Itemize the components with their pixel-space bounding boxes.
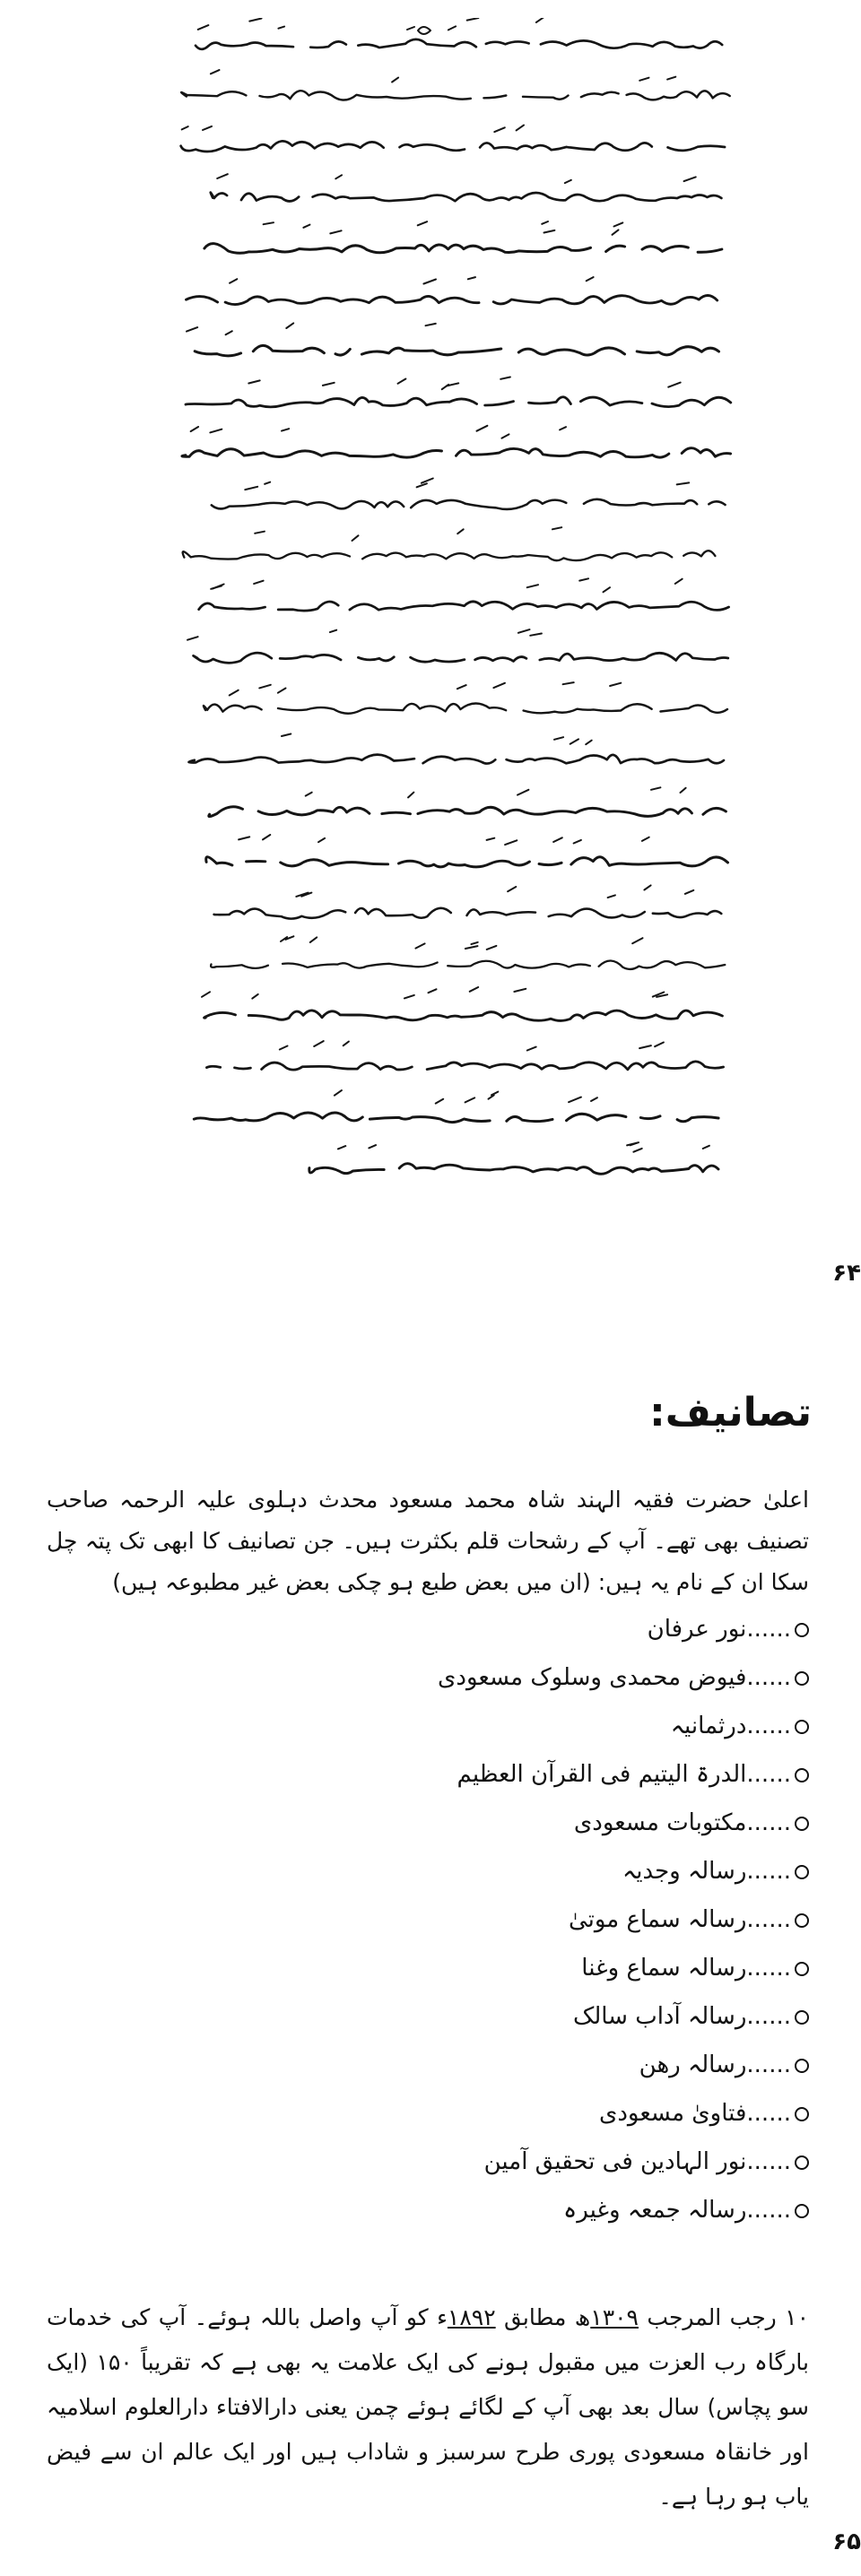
handwritten-stroke: [614, 222, 623, 226]
bullet-icon: [795, 1720, 809, 1734]
handwritten-line: [206, 1062, 723, 1070]
work-item: [343, 1895, 809, 1944]
handwritten-stroke: [254, 581, 264, 584]
bullet-icon: [795, 1913, 809, 1928]
handwritten-line: [182, 448, 731, 457]
section-heading: تصانیف:: [649, 1390, 812, 1435]
handwritten-stroke: [330, 230, 341, 233]
leader-dots: ......: [746, 1616, 791, 1643]
handwritten-stroke: [491, 1092, 498, 1096]
handwritten-line: [181, 91, 730, 100]
handwritten-stroke: [310, 937, 317, 942]
handwritten-stroke: [448, 26, 456, 30]
handwritten-stroke: [198, 25, 209, 30]
handwritten-stroke: [423, 280, 436, 284]
handwritten-stroke: [239, 837, 249, 839]
handwritten-stroke: [613, 230, 619, 234]
handwritten-stroke: [210, 429, 222, 433]
handwritten-stroke: [536, 18, 544, 22]
handwritten-stroke: [685, 890, 694, 894]
printed-page: [0, 1318, 861, 2576]
leader-dots: ......: [746, 1955, 791, 1982]
leader-dots: ......: [746, 2100, 791, 2127]
handwritten-stroke: [563, 682, 574, 684]
handwritten-stroke: [265, 482, 270, 484]
leader-dots: ......: [746, 2051, 791, 2078]
leader-dots: ......: [746, 2003, 791, 2030]
handwritten-line: [204, 244, 722, 254]
handwritten-stroke: [633, 1149, 641, 1152]
handwritten-stroke: [501, 434, 509, 438]
page-number-lower: ۶۵: [832, 2528, 861, 2555]
handwritten-stroke: [245, 487, 257, 490]
handwritten-stroke: [639, 1045, 651, 1048]
handwritten-stroke: [542, 221, 548, 224]
handwritten-stroke: [591, 1097, 597, 1101]
handwritten-stroke: [632, 938, 642, 943]
handwritten-line: [199, 602, 729, 611]
handwritten-stroke: [574, 840, 581, 844]
handwritten-stroke: [344, 1042, 349, 1046]
handwritten-line: [209, 807, 726, 817]
handwritten-stroke: [668, 383, 681, 387]
handwritten-stroke: [517, 126, 524, 131]
closing-paragraph: [47, 2295, 809, 2520]
leader-dots: ......: [746, 1906, 791, 1933]
handwritten-line: [187, 296, 718, 305]
handwritten-stroke: [259, 685, 271, 689]
handwritten-line: [194, 653, 728, 663]
closing-lead: ۱۰ رجب المرجب: [638, 2304, 809, 2330]
handwritten-line: [189, 755, 724, 764]
handwritten-line: [183, 551, 716, 560]
handwritten-stroke: [442, 385, 448, 389]
handwritten-stroke: [631, 1143, 638, 1146]
handwritten-stroke: [494, 127, 505, 132]
handwritten-stroke: [252, 994, 257, 999]
work-title: نور الہادین فی تحقیق آمین: [483, 2148, 747, 2175]
handwritten-stroke: [560, 427, 566, 429]
work-item: [343, 1702, 809, 1750]
handwritten-stroke: [429, 989, 437, 993]
handwritten-stroke: [255, 532, 265, 533]
work-item: [343, 2089, 809, 2138]
handwritten-line: [196, 39, 722, 49]
handwritten-stroke: [203, 126, 212, 130]
bullet-icon: [795, 1671, 809, 1686]
handwritten-stroke: [468, 277, 475, 279]
work-title: رسالہ سماع موتیٰ: [568, 1906, 747, 1933]
handwritten-stroke: [226, 331, 232, 334]
handwritten-stroke: [191, 427, 199, 431]
work-title: رسالہ سماع وغنا: [581, 1955, 747, 1982]
work-title: فتاویٰ مسعودی: [599, 2100, 747, 2127]
handwritten-line: [181, 141, 726, 152]
gregorian-year: ۱۸۹۲: [447, 2304, 496, 2330]
work-title: نور عرفان: [647, 1616, 747, 1643]
handwritten-stroke: [467, 18, 479, 21]
handwritten-header-mark: [407, 27, 430, 34]
hijri-year: ۱۳۰۹: [590, 2304, 639, 2330]
handwritten-stroke: [369, 1145, 376, 1148]
handwritten-line: [211, 960, 725, 968]
handwritten-stroke: [404, 995, 414, 999]
handwritten-stroke: [318, 838, 325, 842]
handwritten-stroke: [527, 1047, 536, 1051]
handwritten-stroke: [684, 177, 696, 181]
works-list: [343, 1605, 809, 2234]
handwritten-stroke: [639, 78, 648, 81]
closing-mid: ھ مطابق: [495, 2304, 591, 2330]
handwritten-stroke: [477, 426, 488, 431]
work-item: [343, 2138, 809, 2186]
handwritten-stroke: [278, 689, 286, 693]
handwritten-line: [186, 397, 731, 407]
leader-dots: ......: [746, 1761, 791, 1788]
handwritten-stroke: [508, 887, 516, 891]
handwritten-stroke: [230, 279, 237, 283]
handwritten-stroke: [417, 483, 427, 487]
work-item: [343, 1847, 809, 1895]
handwritten-stroke: [517, 790, 528, 795]
handwritten-stroke: [675, 579, 683, 584]
handwritten-stroke: [248, 380, 259, 383]
page-number-upper: ۶۴: [832, 1260, 861, 1287]
handwritten-stroke: [465, 946, 478, 949]
handwritten-stroke: [493, 683, 505, 688]
leader-dots: ......: [746, 2197, 791, 2224]
bullet-icon: [795, 1817, 809, 1831]
work-item: [343, 1605, 809, 1653]
handwritten-stroke: [471, 942, 477, 944]
handwritten-stroke: [554, 737, 563, 740]
handwritten-line: [211, 193, 722, 202]
handwritten-stroke: [335, 175, 342, 178]
handwritten-stroke: [415, 943, 424, 948]
handwritten-stroke: [330, 630, 336, 632]
work-item: [343, 1944, 809, 1992]
work-item: [343, 1992, 809, 2041]
work-item: [343, 1799, 809, 1847]
handwritten-stroke: [338, 1146, 345, 1149]
handwritten-line: [309, 1164, 718, 1175]
handwritten-stroke: [552, 527, 561, 529]
handwritten-line: [214, 908, 722, 919]
handwritten-stroke: [187, 327, 197, 332]
handwritten-stroke: [264, 222, 274, 224]
handwritten-stroke: [681, 788, 686, 793]
handwritten-stroke: [514, 989, 526, 992]
handwritten-stroke: [249, 19, 261, 22]
handwritten-stroke: [604, 587, 611, 592]
handwritten-stroke: [642, 837, 649, 841]
handwritten-stroke: [677, 482, 690, 484]
handwritten-stroke: [306, 793, 312, 796]
handwritten-stroke: [527, 585, 538, 587]
work-item: [343, 2041, 809, 2089]
leader-dots: ......: [746, 1809, 791, 1836]
work-title: رسالہ رھن: [639, 2051, 747, 2078]
handwritten-stroke: [211, 70, 220, 74]
handwritten-stroke: [408, 793, 413, 798]
handwritten-stroke: [465, 1097, 475, 1102]
handwritten-stroke: [470, 987, 479, 992]
bullet-icon: [795, 1962, 809, 1976]
leader-dots: ......: [746, 1713, 791, 1739]
handwritten-stroke: [278, 27, 284, 29]
handwritten-stroke: [586, 741, 592, 745]
handwritten-line: [194, 1113, 718, 1123]
bullet-icon: [795, 2107, 809, 2121]
work-title: رسالہ وجدیہ: [622, 1858, 747, 1885]
handwritten-stroke: [187, 637, 198, 640]
work-title: رسالہ آداب سالک: [573, 2003, 747, 2030]
handwritten-stroke: [457, 685, 466, 689]
handwritten-stroke: [436, 1099, 444, 1104]
handwritten-stroke: [263, 835, 270, 839]
handwritten-stroke: [505, 840, 517, 845]
handwritten-line: [204, 704, 727, 714]
handwritten-stroke: [553, 837, 562, 842]
handwritten-stroke: [398, 379, 406, 384]
handwritten-stroke: [352, 535, 359, 541]
bullet-icon: [795, 2204, 809, 2218]
bullet-icon: [795, 1623, 809, 1637]
work-title: فیوض محمدی وسلوک مسعودی: [438, 1664, 747, 1691]
handwritten-stroke: [392, 78, 398, 82]
bullet-icon: [795, 2010, 809, 2025]
handwritten-stroke: [530, 634, 542, 636]
handwritten-stroke: [570, 739, 578, 743]
handwritten-stroke: [202, 992, 210, 997]
handwritten-stroke: [303, 225, 309, 228]
handwritten-stroke: [182, 126, 188, 129]
handwritten-stroke: [335, 1090, 342, 1096]
handwritten-stroke: [422, 479, 433, 483]
work-title: الدرۃ الیتیم فی القرآن العظیم: [457, 1761, 747, 1788]
bullet-icon: [795, 1865, 809, 1879]
handwritten-stroke: [282, 429, 289, 430]
work-item: [343, 1750, 809, 1799]
handwritten-stroke: [426, 324, 436, 325]
bullet-icon: [795, 1768, 809, 1782]
handwritten-stroke: [667, 77, 675, 80]
work-item: [343, 1653, 809, 1702]
handwritten-line: [206, 857, 728, 867]
handwritten-stroke: [587, 277, 594, 281]
handwritten-line: [195, 345, 718, 355]
leader-dots: ......: [746, 2148, 791, 2175]
handwritten-stroke: [569, 1097, 581, 1103]
handwritten-stroke: [579, 578, 588, 580]
handwritten-stroke: [655, 1043, 664, 1047]
handwritten-stroke: [230, 690, 239, 696]
handwritten-stroke: [487, 838, 495, 840]
leader-dots: ......: [746, 1664, 791, 1691]
handwritten-line: [204, 1010, 723, 1020]
handwritten-line: [212, 499, 726, 509]
handwritten-stroke: [544, 230, 555, 233]
handwritten-stroke: [457, 529, 464, 533]
handwritten-stroke: [500, 377, 510, 379]
closing-rest: ء کو آپ واصل باللہ ہوئے۔ آپ کی خدمات بارگاہ رب العزت میں مقبول ہونے کی ایک علامت یہ بھی ہے کہ تقریباً ۱۵۰ (ایک سو پچاس) سال بعد بھی آپ کے لگائے ہوئے چمن یعنی دارالافتاء دارالعلوم اسلامیہ اور خانقاہ مسعودی پوری طرح سرسبز و شاداب ہیں اور ایک عالم ان سے فیض یاب ہو رہا ہے۔: [47, 2304, 810, 2510]
handwritten-stroke: [703, 1146, 709, 1149]
bullet-icon: [795, 2155, 809, 2170]
handwritten-stroke: [608, 895, 615, 898]
work-item: [343, 2186, 809, 2234]
handwritten-stroke: [487, 946, 497, 950]
handwritten-letter: [135, 18, 771, 1273]
bullet-icon: [795, 2059, 809, 2073]
handwritten-stroke: [217, 174, 228, 178]
handwritten-stroke: [280, 1046, 288, 1050]
leader-dots: ......: [746, 1858, 791, 1885]
handwritten-stroke: [610, 683, 621, 686]
intro-paragraph: اعلیٰ حضرت فقیہ الہند شاہ محمد مسعود محدث دہلوی علیہ الرحمہ صاحب تصنیف بھی تھے۔ آپ کے رشحات قلم بکثرت ہیں۔ جن تصانیف کا ابھی تک پتہ چل سکا ان کے نام یہ ہیں: (ان میں بعض طبع ہو چکی بعض غیر مطبوعہ ہیں): [47, 1487, 809, 1595]
work-title: مکتوبات مسعودی: [573, 1809, 747, 1836]
handwritten-stroke: [282, 734, 291, 737]
handwritten-stroke: [286, 323, 293, 328]
handwritten-stroke: [323, 383, 335, 386]
handwritten-stroke: [644, 885, 650, 889]
handwritten-stroke: [314, 1041, 324, 1046]
handwritten-stroke: [518, 629, 530, 633]
work-title: درثمانیہ: [670, 1713, 747, 1739]
work-title: رسالہ جمعہ وغیرہ: [562, 2197, 747, 2224]
handwritten-stroke: [565, 180, 571, 183]
handwritten-stroke: [418, 221, 427, 225]
handwritten-stroke: [651, 787, 660, 790]
